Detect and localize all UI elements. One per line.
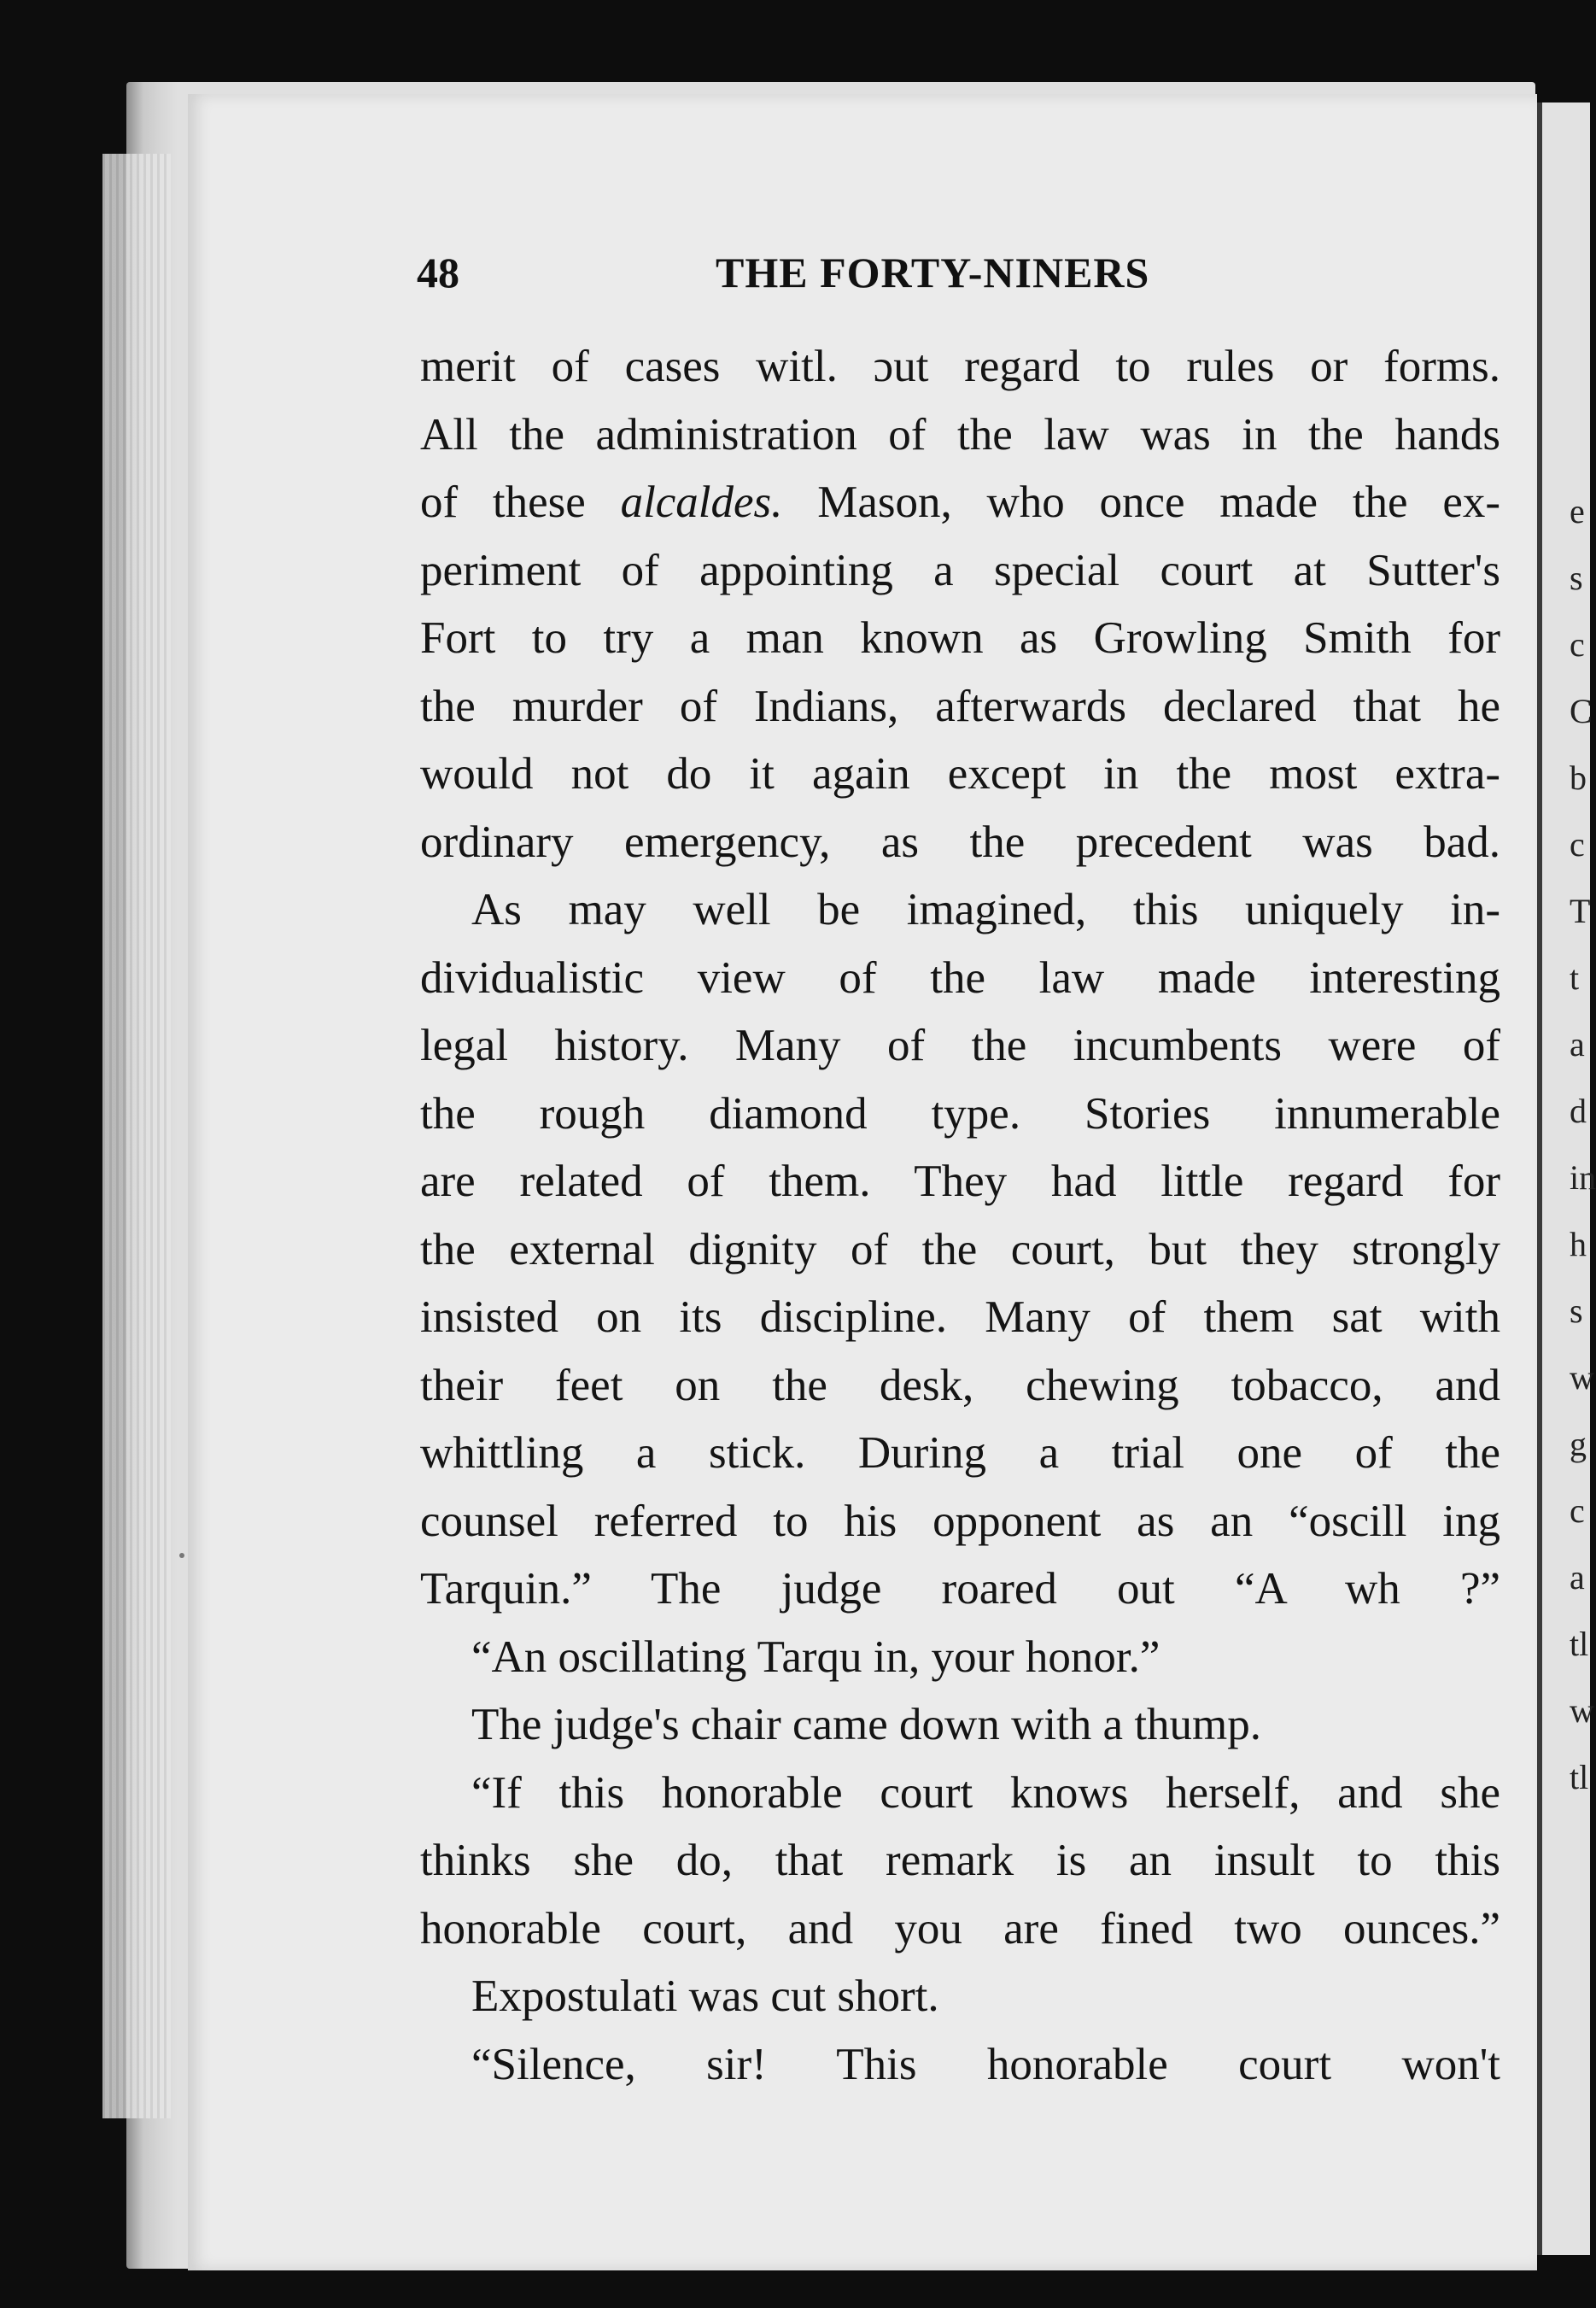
text-line: “Silence, sir! This honorable court won't [471, 2039, 1500, 2089]
facing-line: w [1570, 1691, 1594, 1730]
text-line: would not do it again except in the most extra- [420, 749, 1500, 799]
text-line: ordinary emergency, as the precedent was bad. [420, 817, 1500, 867]
text-line: thinks she do, that remark is an insult to this [420, 1836, 1500, 1885]
running-title: THE FORTY-NINERS [716, 249, 1150, 296]
text-fragment: of these [420, 477, 621, 527]
text-line: are related of them. They had little regard for [420, 1157, 1500, 1206]
text-line: honorable court, and you are fined two ounces.” [420, 1903, 1500, 1954]
facing-line: h [1570, 1225, 1587, 1263]
text-line: Fort to try a man known as Growling Smith for [420, 613, 1500, 663]
facing-page-text [1570, 478, 1596, 1811]
text-line: merit of cases witl. ɔut regard to rules or forms. [420, 342, 1500, 391]
facing-line: t [1570, 958, 1580, 997]
facing-line: s [1570, 559, 1583, 597]
text-line: As may well be imagined, this uniquely in- [471, 885, 1500, 934]
text-line [420, 469, 1500, 537]
facing-line: tl [1570, 1625, 1589, 1663]
text-line: “An oscillating Tarqu in, your honor.” [471, 1631, 1160, 1682]
page-edges [102, 154, 171, 2118]
text-line: periment of appointing a special court at Sutter's [420, 545, 1500, 595]
facing-line: d [1570, 1092, 1587, 1130]
text-line: whittling a stick. During a trial one of the [420, 1428, 1500, 1478]
text-line: insisted on its discipline. Many of them sat with [420, 1292, 1500, 1342]
facing-line: c [1570, 1491, 1585, 1530]
text-line: their feet on the desk, chewing tobacco, and [420, 1360, 1500, 1410]
text-line: “If this honorable court knows herself, and she [471, 1767, 1500, 1818]
italic-term: alcaldes. [620, 477, 783, 527]
facing-line: T [1570, 892, 1591, 930]
text-line: dividualistic view of the law made interesting [420, 952, 1500, 1003]
facing-line: tl [1570, 1758, 1589, 1796]
facing-line: w [1570, 1358, 1594, 1397]
text-line: counsel referred to his opponent as an “oscill ing [420, 1496, 1500, 1546]
text-line: the rough diamond type. Stories innumerable [420, 1088, 1500, 1139]
text-fragment: Mason, who once made the ex- [782, 477, 1500, 527]
text-line: the murder of Indians, afterwards declared that he [420, 681, 1500, 731]
text-line: Expostulati was cut short. [471, 1971, 939, 2021]
facing-line: b [1570, 759, 1587, 797]
page-number: 48 [417, 249, 459, 296]
facing-line: a [1570, 1558, 1585, 1596]
text-line: legal history. Many of the incumbents were of [420, 1021, 1500, 1070]
facing-line: s [1570, 1292, 1583, 1330]
text-line: Tarquin.” The judge roared out “A wh ?” [420, 1564, 1500, 1614]
facing-line: g [1570, 1425, 1587, 1463]
facing-line: in [1570, 1158, 1596, 1197]
text-line: the external dignity of the court, but they strongly [420, 1224, 1500, 1274]
text-line: The judge's chair came down with a thump. [471, 1700, 1262, 1749]
body-text [420, 333, 1500, 2099]
facing-line: a [1570, 1025, 1585, 1063]
facing-line: C [1570, 692, 1593, 730]
text-line: All the administration of the law was in the hands [420, 409, 1500, 460]
facing-line: c [1570, 625, 1585, 664]
facing-line: e [1570, 492, 1585, 530]
facing-line: c [1570, 825, 1585, 864]
scan-speck [179, 1553, 184, 1558]
